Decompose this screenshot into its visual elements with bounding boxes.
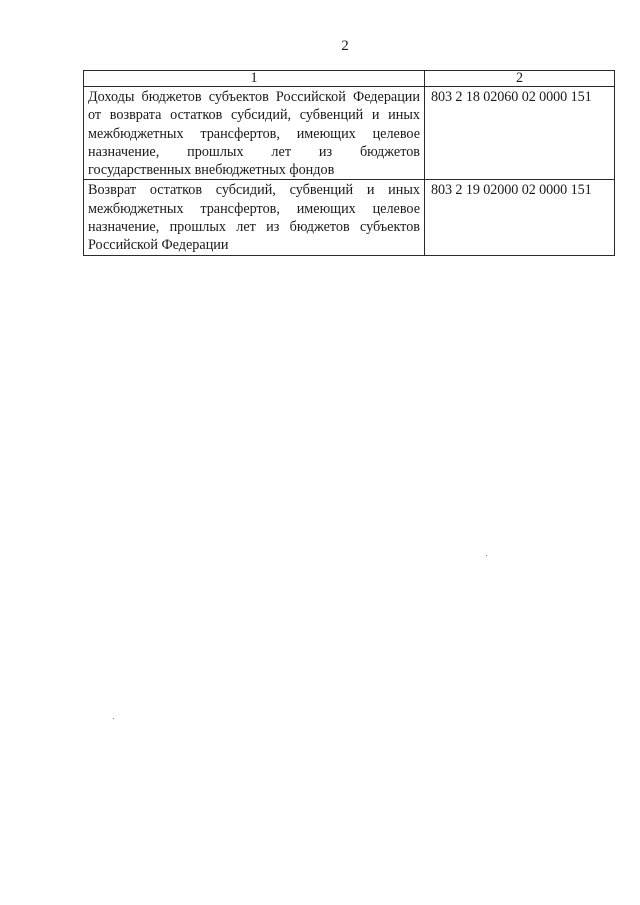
row-description: Доходы бюджетов субъектов Российской Федерации от возврата остатков субсидий, субвенций и иных межбюджетных трансфертов, имеющих целевое назначение, прошлых лет из бюджетов государственных внебюджетных фондов <box>84 87 425 180</box>
page-number: 2 <box>341 38 349 54</box>
scan-speck <box>113 718 114 719</box>
row-code: 803 2 19 02000 02 0000 151 <box>425 180 615 255</box>
table-row <box>84 180 615 255</box>
table-header-row <box>84 71 615 87</box>
column-header-2: 2 <box>425 71 615 87</box>
table-row <box>84 87 615 180</box>
column-header-1: 1 <box>84 71 425 87</box>
scan-speck <box>486 555 487 556</box>
row-code: 803 2 18 02060 02 0000 151 <box>425 87 615 180</box>
budget-codes-table <box>83 70 615 256</box>
row-description: Возврат остатков субсидий, субвенций и иных межбюджетных трансфертов, имеющих целевое назначение, прошлых лет из бюджетов субъектов Российской Федерации <box>84 180 425 255</box>
